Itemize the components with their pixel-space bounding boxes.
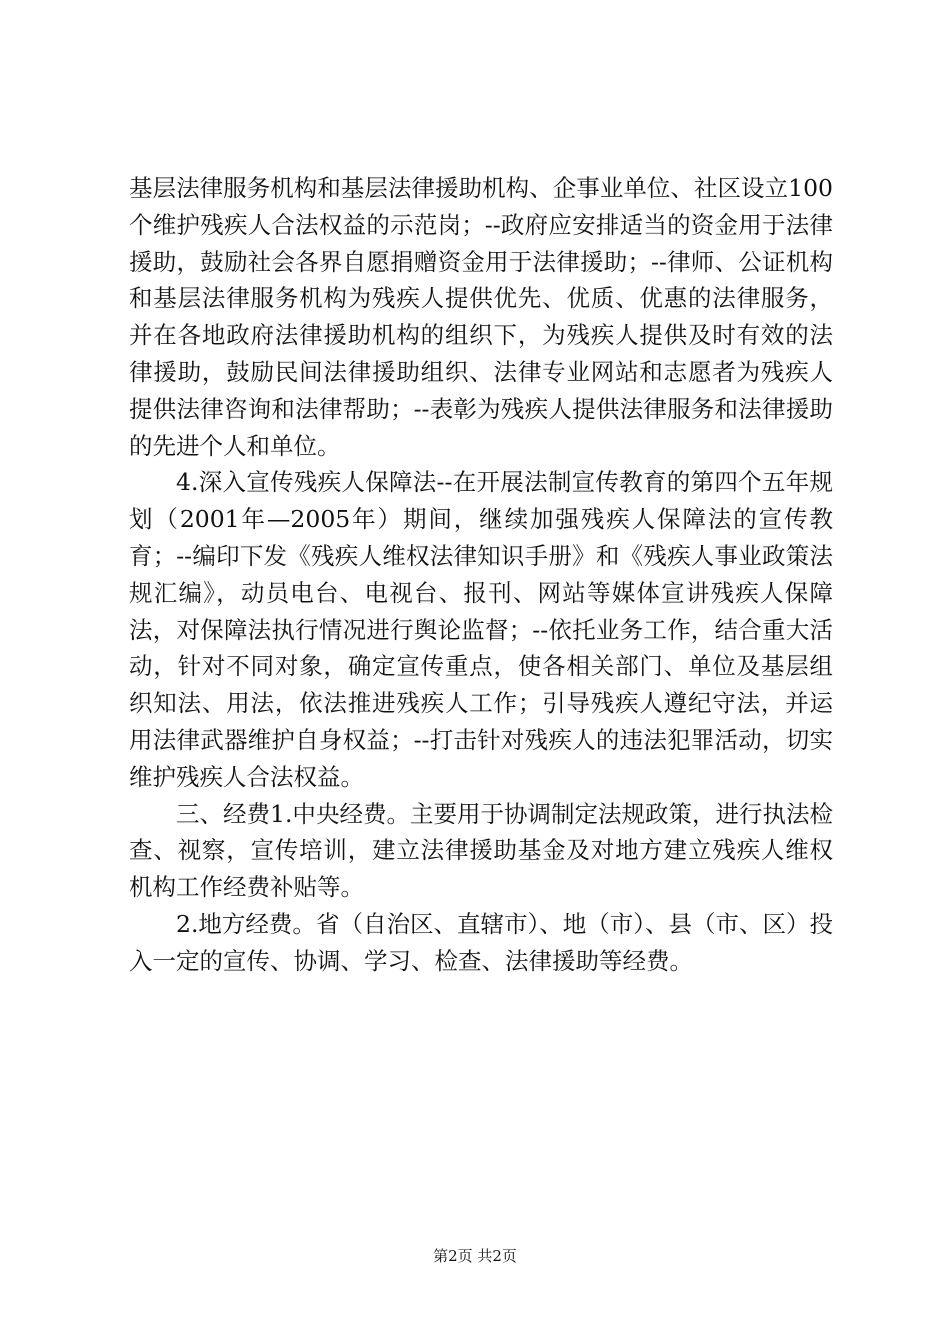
paragraph-local-funding: 2.地方经费。省（自治区、直辖市）、地（市）、县（市、区）投入一定的宣传、协调、学习、检查、法律援助等经费。 — [129, 909, 833, 975]
page-footer: 第2页 共2页 — [433, 1247, 517, 1265]
paragraph-publicity: 4.深入宣传残疾人保障法--在开展法制宣传教育的第四个五年规划（2001年—2005年）期间，继续加强残疾人保障法的宣传教育；--编印下发《残疾人维权法律知识手册》和《残疾人事业政策法规汇编》，动员电台、电视台、报刊、网站等媒体宣讲残疾人保障法，对保障法执行情况进行舆论监督；--依托业务工作，结合重大活动，针对不同对象，确定宣传重点，使各相关部门、单位及基层组织知法、用法，依法推进残疾人工作；引导残疾人遵纪守法，并运用法律武器维护自身权益；--打击针对残疾人的违法犯罪活动，切实维护残疾人合法权益。 — [129, 468, 833, 791]
paragraph-central-funding: 三、经费1.中央经费。主要用于协调制定法规政策，进行执法检查、视察，宣传培训，建立法律援助基金及对地方建立残疾人维权机构工作经费补贴等。 — [129, 799, 833, 902]
paragraph-legal-aid: 基层法律服务机构和基层法律援助机构、企事业单位、社区设立100个维护残疾人合法权益的示范岗；--政府应安排适当的资金用于法律援助，鼓励社会各界自愿捐赠资金用于法律援助；--律师、公证机构和基层法律服务机构为残疾人提供优先、优质、优惠的法律服务，并在各地政府法律援助机构的组织下，为残疾人提供及时有效的法律援助，鼓励民间法律援助组织、法律专业网站和志愿者为残疾人提供法律咨询和法律帮助；--表彰为残疾人提供法律服务和法律援助的先进个人和单位。 — [129, 174, 833, 460]
document-body — [129, 170, 833, 980]
